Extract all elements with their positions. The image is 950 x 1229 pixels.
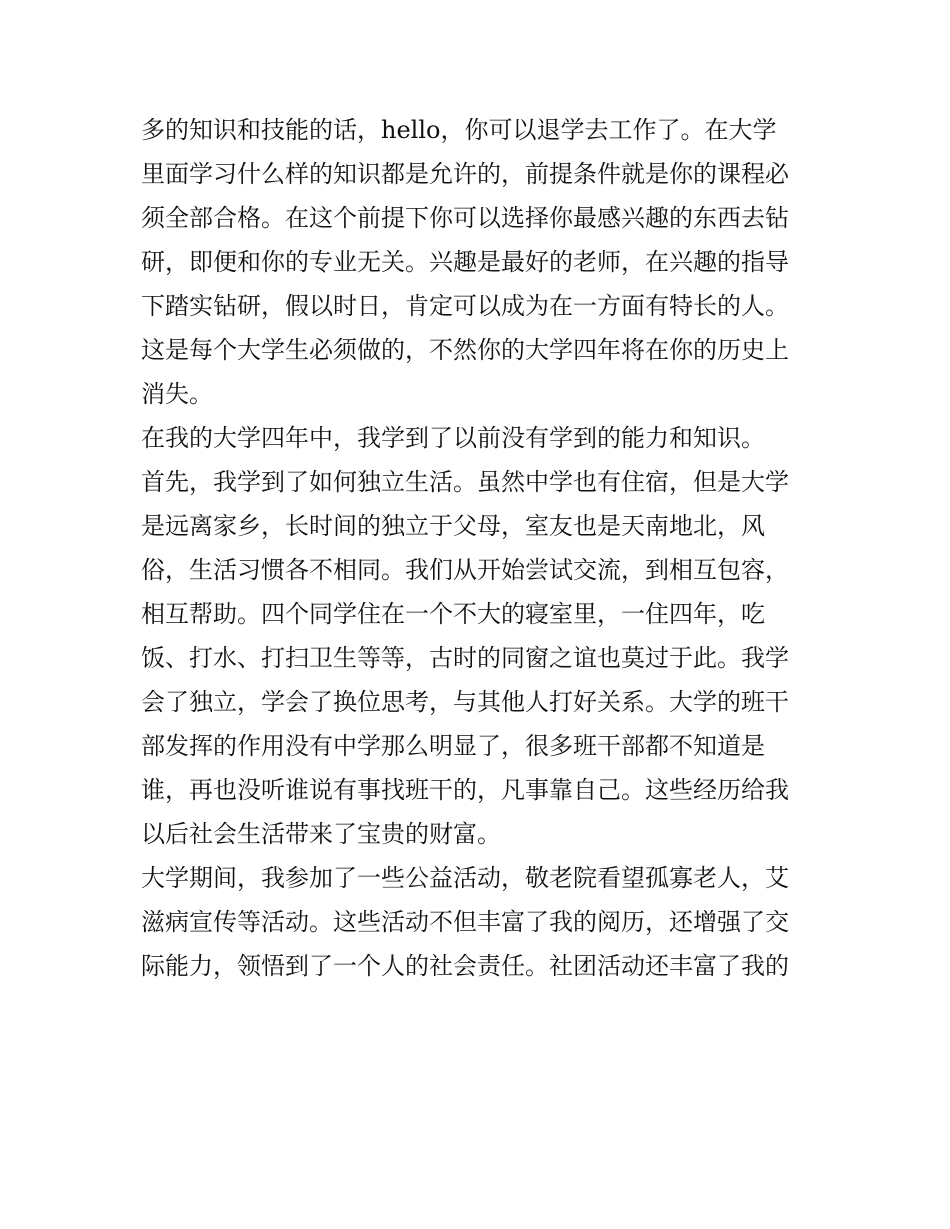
text-line: 际能力，领悟到了一个人的社会责任。社团活动还丰富了我的: [141, 952, 789, 980]
text-line: 以后社会生活带来了宝贵的财富。: [141, 820, 501, 848]
text-line: 是远离家乡，长时间的独立于父母，室友也是天南地北，风: [141, 512, 765, 540]
body-text: [141, 108, 821, 988]
text-line: 谁，再也没听谁说有事找班干的，凡事靠自己。这些经历给我: [141, 776, 789, 804]
text-line: 消失。: [141, 380, 213, 408]
text-line: 须全部合格。在这个前提下你可以选择你最感兴趣的东西去钻: [141, 204, 789, 232]
text-line: 滋病宣传等活动。这些活动不但丰富了我的阅历，还增强了交: [141, 908, 789, 936]
text-line: 会了独立，学会了换位思考，与其他人打好关系。大学的班干: [141, 688, 789, 716]
text-line: 这是每个大学生必须做的，不然你的大学四年将在你的历史上: [141, 336, 789, 364]
text-line: 多的知识和技能的话，hello，你可以退学去工作了。在大学: [141, 116, 777, 144]
text-line: 在我的大学四年中，我学到了以前没有学到的能力和知识。: [141, 424, 765, 452]
text-line: 部发挥的作用没有中学那么明显了，很多班干部都不知道是: [141, 732, 765, 760]
text-line: 研，即便和你的专业无关。兴趣是最好的老师，在兴趣的指导: [141, 248, 789, 276]
text-line: 大学期间，我参加了一些公益活动，敬老院看望孤寡老人，艾: [141, 864, 789, 892]
text-line: 相互帮助。四个同学住在一个不大的寝室里，一住四年，吃: [141, 600, 765, 628]
text-line: 首先，我学到了如何独立生活。虽然中学也有住宿，但是大学: [141, 468, 789, 496]
text-line: 饭、打水、打扫卫生等等，古时的同窗之谊也莫过于此。我学: [141, 644, 789, 672]
text-line: 俗，生活习惯各不相同。我们从开始尝试交流，到相互包容，: [141, 556, 789, 584]
text-line: 下踏实钻研，假以时日，肯定可以成为在一方面有特长的人。: [141, 292, 789, 320]
text-line: 里面学习什么样的知识都是允许的，前提条件就是你的课程必: [141, 160, 789, 188]
